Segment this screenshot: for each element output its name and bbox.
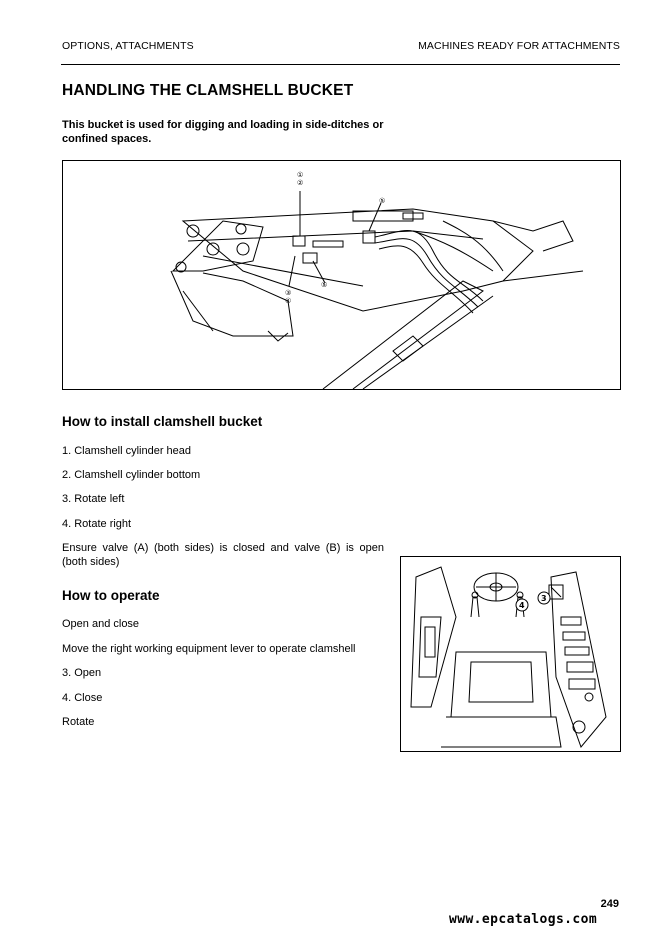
- install-item-3: 3. Rotate left: [62, 493, 125, 505]
- callout-3: 3: [541, 594, 547, 603]
- cab-illustration: [401, 557, 620, 751]
- operate-line-2: Move the right working equipment lever to operate clamshell: [62, 643, 356, 655]
- page-title: HANDLING THE CLAMSHELL BUCKET: [62, 82, 354, 99]
- callout-4: ④: [285, 297, 292, 305]
- figure-operator-cab: [400, 556, 621, 752]
- running-header-right: MACHINES READY FOR ATTACHMENTS: [418, 40, 620, 52]
- figure-boom-hydraulics: [62, 160, 621, 390]
- operate-line-1: Open and close: [62, 618, 140, 630]
- intro-text: This bucket is used for digging and loading in side-ditches or confined spaces.: [62, 119, 384, 145]
- header-rule: [61, 64, 620, 65]
- install-item-4: 4. Rotate right: [62, 518, 132, 530]
- operate-line-5: Rotate: [62, 716, 95, 728]
- install-item-2: 2. Clamshell cylinder bottom: [62, 469, 201, 481]
- boom-illustration: [63, 161, 620, 389]
- callout-2: ②: [297, 179, 304, 187]
- page-number: 249: [600, 898, 619, 910]
- callout-1: ①: [297, 171, 304, 179]
- operate-line-4: 4. Close: [62, 692, 103, 704]
- callout-4: 4: [519, 601, 525, 610]
- section-heading-operate: How to operate: [62, 588, 160, 603]
- callout-6: ⑤: [321, 281, 328, 289]
- install-valve-note: Ensure valve (A) (both sides) is closed and valve (B) is open (both sides): [62, 542, 384, 568]
- operate-line-3: 3. Open: [62, 667, 102, 679]
- callout-3: ③: [285, 289, 292, 297]
- section-heading-install: How to install clamshell bucket: [62, 414, 263, 429]
- install-item-1: 1. Clamshell cylinder head: [62, 445, 192, 457]
- running-header-left: OPTIONS, ATTACHMENTS: [62, 40, 194, 52]
- watermark-url: www.epcatalogs.com: [449, 912, 598, 927]
- callout-5: ⑤: [379, 197, 386, 205]
